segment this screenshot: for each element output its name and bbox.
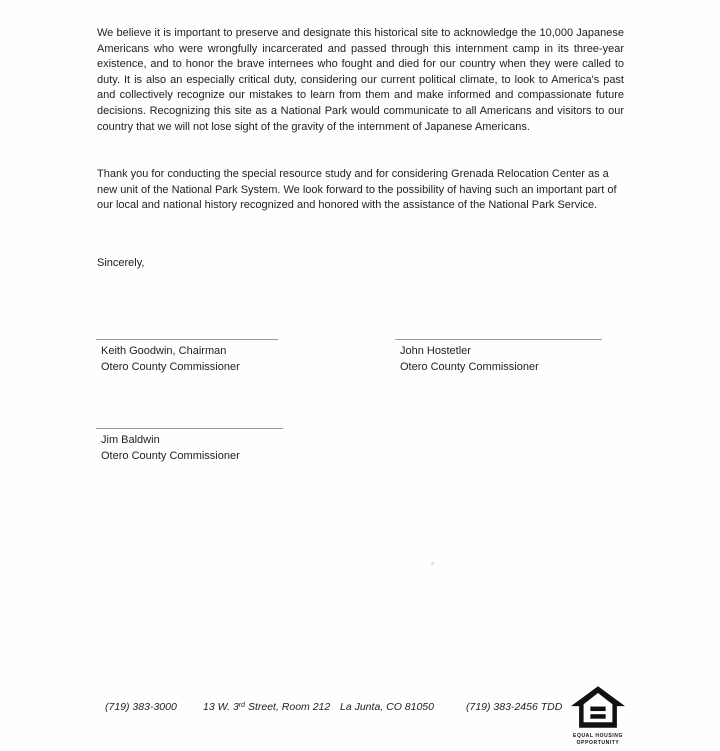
street-ordinal: rd — [238, 701, 246, 709]
signature-block-jim-baldwin — [96, 428, 283, 464]
signature-block-keith-goodwin — [96, 339, 278, 375]
footer-tdd-phone: (719) 383-2456 TDD — [466, 701, 563, 713]
signatory-title: Otero County Commissioner — [101, 449, 240, 462]
signature-line — [96, 428, 283, 429]
signatory-name: Keith Goodwin, Chairman — [101, 345, 227, 357]
paragraph-1: We believe it is important to preserve and designate this historical site to acknowledge the 10,000 Japanese Americans who were wrongfully incarcerated and passed through this internment camp in its three-year existence, and to honor the brave internees who fought and died for our country when they were called to duty. It is also an especially critical duty, considering our current political climate, to look to America's past and collectively recognize our mistakes to learn from them and make informed and compassionate future decisions. Recognizing this site as a National Park would communicate to all Americans and visitors to our country that we will not lose sight of the gravity of the internment of Japanese Americans. — [97, 27, 624, 133]
signature-block-john-hostetler — [395, 339, 602, 375]
paragraph-2: Thank you for conducting the special resource study and for considering Grenada Relocation Center as a new unit of the National Park System. We look forward to the possibility of having such an important part of our local and national history recognized and honored with the assistance of the National Park Service. — [97, 168, 617, 212]
equal-housing-house-icon — [571, 686, 625, 728]
equal-housing-opportunity-logo — [569, 686, 627, 747]
footer-address-street — [203, 701, 330, 713]
signatory-title: Otero County Commissioner — [101, 360, 240, 373]
equal-housing-text-line1: EQUAL HOUSING — [573, 733, 623, 739]
street-text: 13 W. 3 — [203, 701, 239, 713]
signature-line — [96, 339, 278, 340]
footer-address-city: La Junta, CO 81050 — [340, 701, 434, 713]
scan-artifact — [431, 562, 434, 565]
equal-housing-text-line2: OPPORTUNITY — [576, 739, 620, 746]
signature-line — [395, 339, 602, 340]
signatory-name: Jim Baldwin — [101, 434, 160, 446]
signatory-title: Otero County Commissioner — [400, 360, 539, 373]
closing-sincerely: Sincerely, — [97, 257, 145, 269]
signatory-name: John Hostetler — [400, 345, 471, 357]
footer-phone: (719) 383-3000 — [105, 701, 177, 713]
street-text-suffix: Street, Room 212 — [245, 701, 331, 713]
